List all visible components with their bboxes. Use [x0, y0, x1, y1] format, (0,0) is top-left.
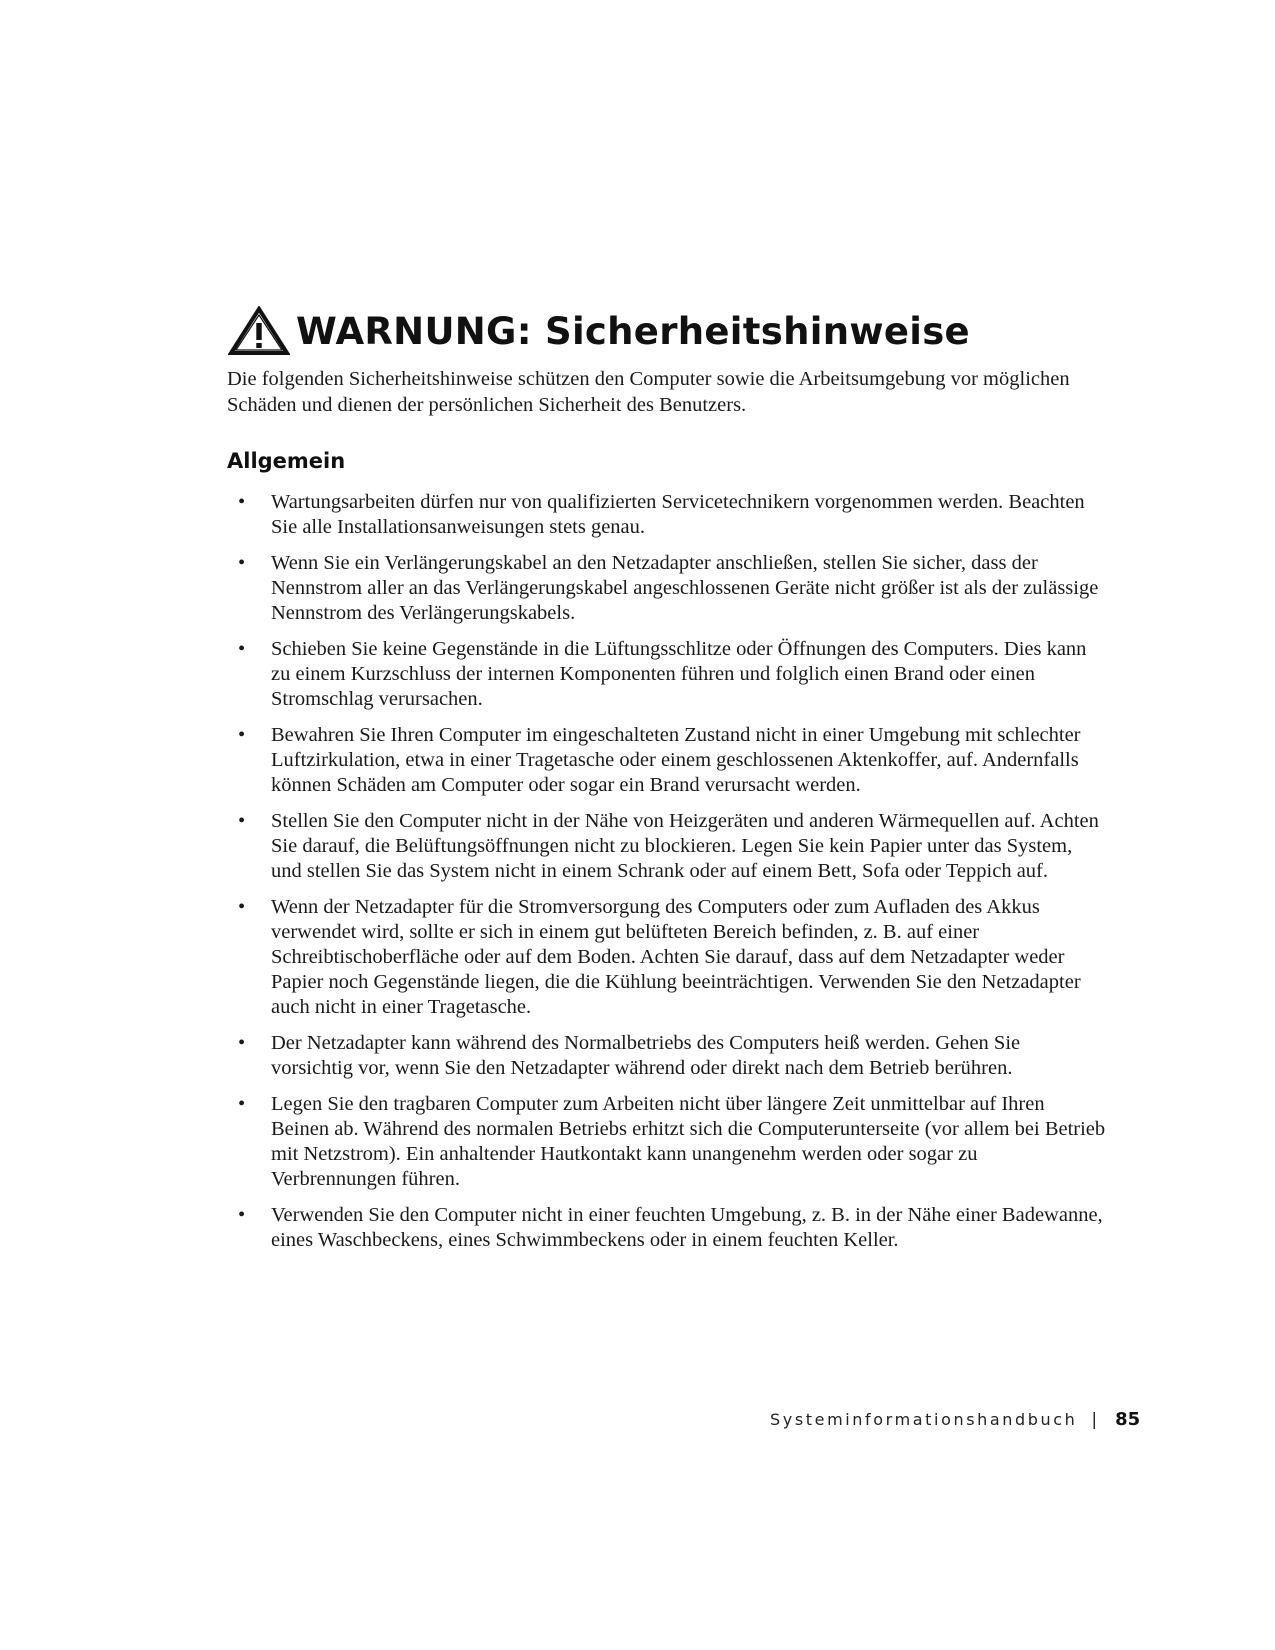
- bullet-icon: •: [238, 1093, 246, 1115]
- section-title: Allgemein: [227, 449, 346, 473]
- page-number: 85: [1115, 1409, 1141, 1430]
- list-item: [227, 895, 1107, 1020]
- list-item-text: Stellen Sie den Computer nicht in der Nähe von Heizgeräten und anderen Wärmequellen auf. Achten Sie darauf, die Belüftungsöffnungen nicht zu blockieren. Legen Sie kein Papier unter das System, und stellen Sie das System nicht in einem Schrank oder auf einem Bett, Sofa oder Teppich auf.: [271, 810, 1099, 882]
- page-footer: [770, 1409, 1140, 1430]
- intro-paragraph: Die folgenden Sicherheitshinweise schützen den Computer sowie die Arbeitsumgebung vor möglichen Schäden und dienen der persönlichen Sicherheit des Benutzers.: [227, 368, 1070, 416]
- bullet-icon: •: [238, 810, 246, 832]
- list-item: [227, 1092, 1107, 1192]
- list-item: [227, 1203, 1107, 1253]
- page-title: WARNUNG: Sicherheitshinweise: [296, 309, 970, 353]
- bullet-icon: •: [238, 724, 246, 746]
- footer-separator: |: [1091, 1409, 1098, 1430]
- list-item: [227, 1031, 1107, 1081]
- page-heading: [228, 306, 970, 356]
- bullet-icon: •: [238, 1032, 246, 1054]
- list-item-text: Der Netzadapter kann während des Normalbetriebs des Computers heiß werden. Gehen Sie vorsichtig vor, wenn Sie den Netzadapter während oder direkt nach dem Betrieb berühren.: [271, 1032, 1021, 1079]
- list-item-text: Wartungsarbeiten dürfen nur von qualifizierten Servicetechnikern vorgenommen werden. Beachten Sie alle Installationsanweisungen stets genau.: [271, 491, 1085, 538]
- list-item-text: Wenn Sie ein Verlängerungskabel an den Netzadapter anschließen, stellen Sie sicher, dass der Nennstrom aller an das Verlängerungskabel angeschlossenen Geräte nicht größer ist als der zulässige Nennstrom des Verlängerungskabels.: [271, 552, 1099, 624]
- list-item-text: Wenn der Netzadapter für die Stromversorgung des Computers oder zum Aufladen des Akkus verwendet wird, sollte er sich in einem gut belüfteten Bereich befinden, z. B. auf einer Schreibtischoberfläche oder auf dem Boden. Achten Sie darauf, dass auf dem Netzadapter weder Papier noch Gegenstände liegen, die die Kühlung beeinträchtigen. Verwenden Sie den Netzadapter auch nicht in einer Tragetasche.: [271, 896, 1081, 1018]
- bullet-icon: •: [238, 491, 246, 513]
- list-item-text: Legen Sie den tragbaren Computer zum Arbeiten nicht über längere Zeit unmittelbar auf Ihren Beinen ab. Während des normalen Betriebs erhitzt sich die Computerunterseite (vor allem bei Betrieb mit Netzstrom). Ein anhaltender Hautkontakt kann unangenehm werden oder sogar zu Verbrennungen führen.: [271, 1093, 1106, 1190]
- list-item: [227, 809, 1107, 884]
- bullet-icon: •: [238, 552, 246, 574]
- list-item: [227, 490, 1107, 540]
- list-item: [227, 551, 1107, 626]
- warning-triangle-icon: [228, 306, 290, 356]
- bullet-icon: •: [238, 1204, 246, 1226]
- list-item-text: Bewahren Sie Ihren Computer im eingeschalteten Zustand nicht in einer Umgebung mit schlechter Luftzirkulation, etwa in einer Tragetasche oder einem geschlossenen Aktenkoffer, auf. Andernfalls können Schäden am Computer oder sogar ein Brand verursacht werden.: [271, 724, 1081, 796]
- list-item-text: Verwenden Sie den Computer nicht in einer feuchten Umgebung, z. B. in der Nähe einer Badewanne, eines Waschbeckens, eines Schwimmbeckens oder in einem feuchten Keller.: [271, 1204, 1103, 1251]
- bullet-icon: •: [238, 896, 246, 918]
- footer-title: Systeminformationshandbuch: [770, 1410, 1078, 1429]
- list-item: [227, 723, 1107, 798]
- safety-bullet-list: [227, 490, 1107, 1264]
- list-item-text: Schieben Sie keine Gegenstände in die Lüftungsschlitze oder Öffnungen des Computers. Dies kann zu einem Kurzschluss der internen Komponenten führen und folglich einen Brand oder einen Stromschlag verursachen.: [271, 638, 1087, 710]
- bullet-icon: •: [238, 638, 246, 660]
- list-item: [227, 637, 1107, 712]
